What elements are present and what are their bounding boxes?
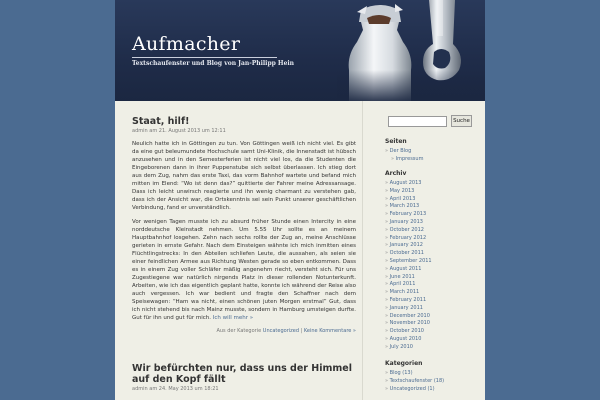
categories-widget: [385, 360, 483, 393]
page-link[interactable]: Impressum: [395, 155, 424, 162]
bullet-icon: »: [385, 335, 390, 342]
pages-widget: [385, 138, 483, 164]
post-meta: admin am 21. August 2013 um 12:11: [132, 128, 226, 134]
bullet-icon: »: [385, 304, 390, 311]
archive-item: [385, 211, 483, 219]
post-title-link[interactable]: Staat, hilf!: [132, 116, 190, 127]
post: [132, 116, 356, 334]
archive-link[interactable]: February 2013: [389, 211, 427, 218]
bullet-icon: »: [385, 257, 390, 264]
archive-link[interactable]: July 2010: [389, 343, 413, 350]
bullet-icon: »: [385, 203, 390, 210]
bullet-icon: »: [385, 148, 390, 154]
archive-link[interactable]: December 2010: [389, 312, 430, 319]
archive-link[interactable]: April 2013: [389, 195, 416, 202]
archive-link[interactable]: April 2011: [389, 281, 416, 288]
bullet-icon: »: [385, 385, 390, 392]
archive-item: [385, 320, 483, 328]
page-container: [115, 0, 485, 400]
search-button[interactable]: Suche: [451, 115, 472, 127]
bullet-icon: »: [385, 242, 390, 249]
archive-link[interactable]: March 2013: [389, 203, 420, 210]
archive-link[interactable]: January 2011: [389, 304, 423, 311]
archive-item: [385, 297, 483, 305]
bullet-icon: »: [385, 211, 390, 218]
main-content: [115, 101, 362, 400]
archive-item: [385, 281, 483, 289]
bullet-icon: »: [385, 180, 390, 186]
archive-item: [385, 227, 483, 235]
bullet-icon: »: [385, 218, 390, 225]
archive-link[interactable]: June 2011: [389, 273, 415, 280]
bullet-icon: »: [385, 328, 390, 335]
comments-link[interactable]: Keine Kommentare »: [303, 328, 356, 334]
bullet-icon: »: [385, 226, 390, 233]
sidebar: [362, 101, 485, 400]
category-link[interactable]: Blog (13): [389, 370, 413, 376]
bullet-icon: »: [385, 289, 390, 296]
archive-item: [385, 289, 483, 297]
archive-item: [385, 313, 483, 321]
archive-link[interactable]: August 2010: [389, 335, 422, 342]
bottle-opener-image: [337, 0, 485, 101]
category-item: [385, 378, 483, 386]
archive-link[interactable]: September 2011: [389, 257, 432, 264]
archive-item: [385, 219, 483, 227]
page-item: [385, 156, 483, 164]
bullet-icon: »: [385, 370, 390, 376]
page-link[interactable]: Der Blog: [389, 148, 412, 154]
opener-icon: [423, 0, 461, 80]
pages-title: Seiten: [385, 138, 407, 145]
bullet-icon: »: [385, 281, 390, 288]
bullet-icon: »: [385, 320, 390, 327]
post-footer: [132, 328, 356, 334]
post-paragraph-text: Vor wenigen Tagen musste ich zu absurd früher Stunde einen Intercity in eine norddeutsche Kleinstadt nehmen. Um 5.55 Uhr sollte es an meinem Hauptbahnhof losgehen. Zehn nach sechs rollte der Zug an, meine Anschlüsse gerieten in ernste Gefahr. Nach dem Einsteigen wähnte ich mich inmitten eines Flüchtlingstrecks: In den Abteilen schliefen Leute, die aussahen, als seien sie einer feindlichen Armee aus Richtung Westen gerade so eben entkommen. Dass es in einem Zug voller Schläfer mäßig angenehm riecht, versteht sich. Für uns Zugestiegene war natürlich nirgends Platz in dieser rollenden Notunterkunft. Arbeiten, wie ich das eigentlich geplant hatte, konnte ich während der Reise also auch vergessen. Ich war bedient und fragte den Schaffner nach dem Speisewagen: “Ham wa nicht, einen schönen juten Morgen erstmal” Gut, dass ich nicht stehend bis nach Mainz musste, sondern in Hamburg umsteigen durfte. Gut für ihn und gut für mich.: [132, 219, 356, 321]
archive-item: [385, 258, 483, 266]
category-item: [385, 370, 483, 378]
archive-item: [385, 242, 483, 250]
archive-link[interactable]: October 2011: [389, 250, 424, 257]
post-paragraph: [132, 218, 356, 322]
archive-link[interactable]: October 2010: [389, 328, 424, 335]
post-paragraph: Neulich hatte ich in Göttingen zu tun. Von Göttingen weiß ich nicht viel. Es gibt da eine gut beleumundete Hochschule samt Uni-Klinik, die Innenstadt ist hübsch anzusehen und in den Semesterferien ist nicht viel los, da die Studenten die Eingeborenen dann in ihrer Puppenstube sich selbst überlassen. Ich stieg dort aus dem Zug, nahm das erste Taxi, das vorm Bahnhof wartete und befand mich mitten im Elend: “Wo ist denn das?” quittierte der Fahrer meine Adressansage. Dass ich leicht unwirsch reagierte und ihn wenig charmant zu verstehen gab, dass ich der Ansicht war, die Ortskenntnis sei sein Punkt unserer geschäftlichen Verbindung, fand er unverständlich.: [132, 141, 356, 211]
blog-title-link[interactable]: Aufmacher: [132, 33, 241, 55]
category-item: [385, 386, 483, 394]
pages-list: [385, 148, 483, 164]
category-prefix: Aus der Kategorie: [216, 328, 262, 334]
archive-title: Archiv: [385, 170, 407, 177]
archive-link[interactable]: February 2011: [389, 296, 427, 303]
archive-link[interactable]: March 2011: [389, 289, 420, 296]
archive-item: [385, 266, 483, 274]
archive-item: [385, 250, 483, 258]
blog-description: Textschaufenster und Blog von Jan-Philipp Hein: [132, 60, 295, 67]
archive-item: [385, 188, 483, 196]
post-meta: admin am 24. May 2013 um 18:21: [132, 386, 219, 392]
page-item: [385, 148, 483, 156]
archive-item: [385, 274, 483, 282]
post-body: [132, 140, 356, 322]
archive-item: [385, 203, 483, 211]
category-link[interactable]: Uncategorized: [262, 328, 300, 334]
archive-link[interactable]: November 2010: [389, 320, 430, 327]
archive-item: [385, 344, 483, 352]
archive-item: [385, 235, 483, 243]
archive-link[interactable]: August 2013: [389, 180, 422, 186]
bullet-icon: »: [385, 273, 390, 280]
footer-separator: |: [300, 328, 303, 334]
archive-item: [385, 328, 483, 336]
read-more-link[interactable]: Ich will mehr »: [212, 315, 254, 321]
category-link[interactable]: Textschaufenster (18): [389, 377, 445, 384]
archive-link[interactable]: January 2013: [389, 218, 423, 225]
post-title-link[interactable]: Wir befürchten nur, dass uns der Himmel auf den Kopf fällt: [132, 363, 352, 385]
categories-list: [385, 370, 483, 393]
search-input[interactable]: [388, 116, 447, 127]
bullet-icon: »: [385, 234, 390, 241]
archive-item: [385, 180, 483, 188]
category-link[interactable]: Uncategorized (1): [389, 385, 435, 392]
bullet-icon: »: [385, 343, 390, 350]
archive-list: [385, 180, 483, 352]
archive-link[interactable]: May 2013: [389, 187, 415, 194]
post: [132, 363, 356, 392]
archive-link[interactable]: August 2011: [389, 265, 422, 272]
title-divider: [132, 57, 277, 58]
archive-link[interactable]: February 2012: [389, 234, 427, 241]
bullet-icon: »: [385, 187, 390, 194]
archive-item: [385, 336, 483, 344]
bullet-icon: »: [385, 250, 390, 257]
bullet-icon: »: [385, 265, 390, 272]
site-header: [115, 0, 485, 101]
archive-item: [385, 305, 483, 313]
archive-link[interactable]: October 2012: [389, 226, 424, 233]
bullet-icon: »: [385, 312, 390, 319]
categories-title: Kategorien: [385, 360, 423, 367]
bullet-icon: »: [385, 377, 390, 384]
bullet-icon: »: [391, 155, 396, 162]
archive-widget: [385, 170, 483, 352]
bullet-icon: »: [385, 195, 390, 202]
archive-item: [385, 196, 483, 204]
archive-link[interactable]: January 2012: [389, 242, 423, 249]
bullet-icon: »: [385, 296, 390, 303]
